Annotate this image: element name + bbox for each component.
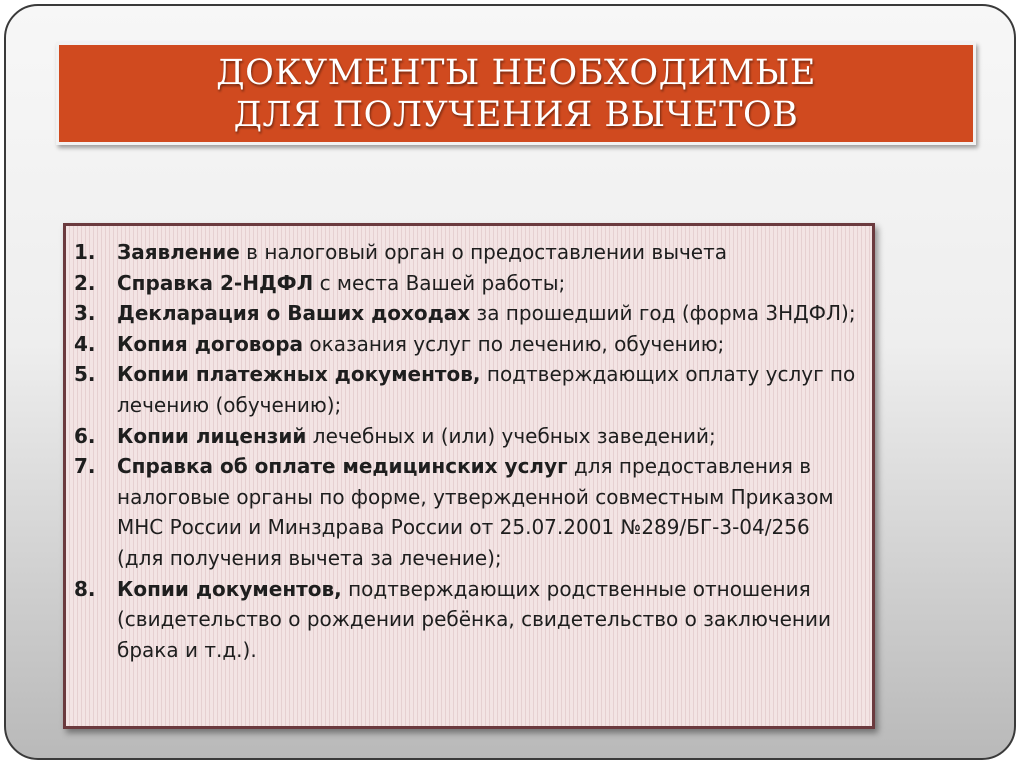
list-item-contract-copy: [74, 329, 862, 360]
list-item-licenses: [74, 421, 862, 452]
title-banner: [56, 42, 976, 145]
item-description: в налоговый орган о предоставлении вычета: [239, 240, 728, 264]
item-number: 6.: [74, 423, 96, 448]
item-description: за прошедший год (форма 3НДФЛ);: [470, 301, 856, 326]
documents-list: [66, 226, 872, 665]
item-title: Справка 2-НДФЛ: [117, 270, 314, 295]
item-title: Копия договора: [117, 331, 304, 356]
item-number: 4.: [74, 331, 96, 356]
item-description: оказания услуг по лечению, обучению;: [303, 331, 725, 356]
documents-panel: [63, 223, 875, 729]
list-item-declaration: [74, 298, 862, 329]
item-title: Копии платежных документов,: [117, 362, 481, 387]
item-title: Копии документов,: [117, 576, 342, 601]
slide-frame: [4, 4, 1016, 760]
item-description: лечебных и (или) учебных заведений;: [306, 423, 716, 448]
list-item-medical-payment-certificate: [74, 451, 862, 573]
item-title: Копии лицензий: [117, 423, 307, 448]
item-number: 5.: [74, 362, 96, 387]
item-title: Заявление: [117, 240, 240, 264]
list-item-income-certificate: [74, 268, 862, 299]
item-number: 8.: [74, 576, 96, 601]
item-description: подтверждающих оплату услуг по лечению (обучению);: [117, 362, 856, 417]
title-line-2: ДЛЯ ПОЛУЧЕНИЯ ВЫЧЕТОВ: [233, 94, 799, 135]
list-item-application: [74, 237, 862, 268]
item-number: 3.: [74, 301, 96, 326]
title-line-1: ДОКУМЕНТЫ НЕОБХОДИМЫЕ: [216, 52, 816, 93]
item-number: 2.: [74, 270, 96, 295]
item-number: 1.: [74, 240, 96, 264]
item-title: Справка об оплате медицинских услуг: [117, 454, 568, 479]
list-item-kinship-documents: [74, 574, 862, 666]
item-description: для предоставления в налоговые органы по форме, утвержденной совместным Приказом МНС России и Минздрава России от 25.07.2001 №289/БГ-3-04/256 (для получения вычета за лечение);: [117, 454, 834, 570]
item-description: подтверждающих родственные отношения (свидетельство о рождении ребёнка, свидетельство о заключении брака и т.д.).: [117, 576, 831, 662]
item-description: с места Вашей работы;: [313, 270, 566, 295]
item-title: Декларация о Ваших доходах: [117, 301, 471, 326]
list-item-payment-documents: [74, 359, 862, 420]
item-number: 7.: [74, 454, 96, 479]
